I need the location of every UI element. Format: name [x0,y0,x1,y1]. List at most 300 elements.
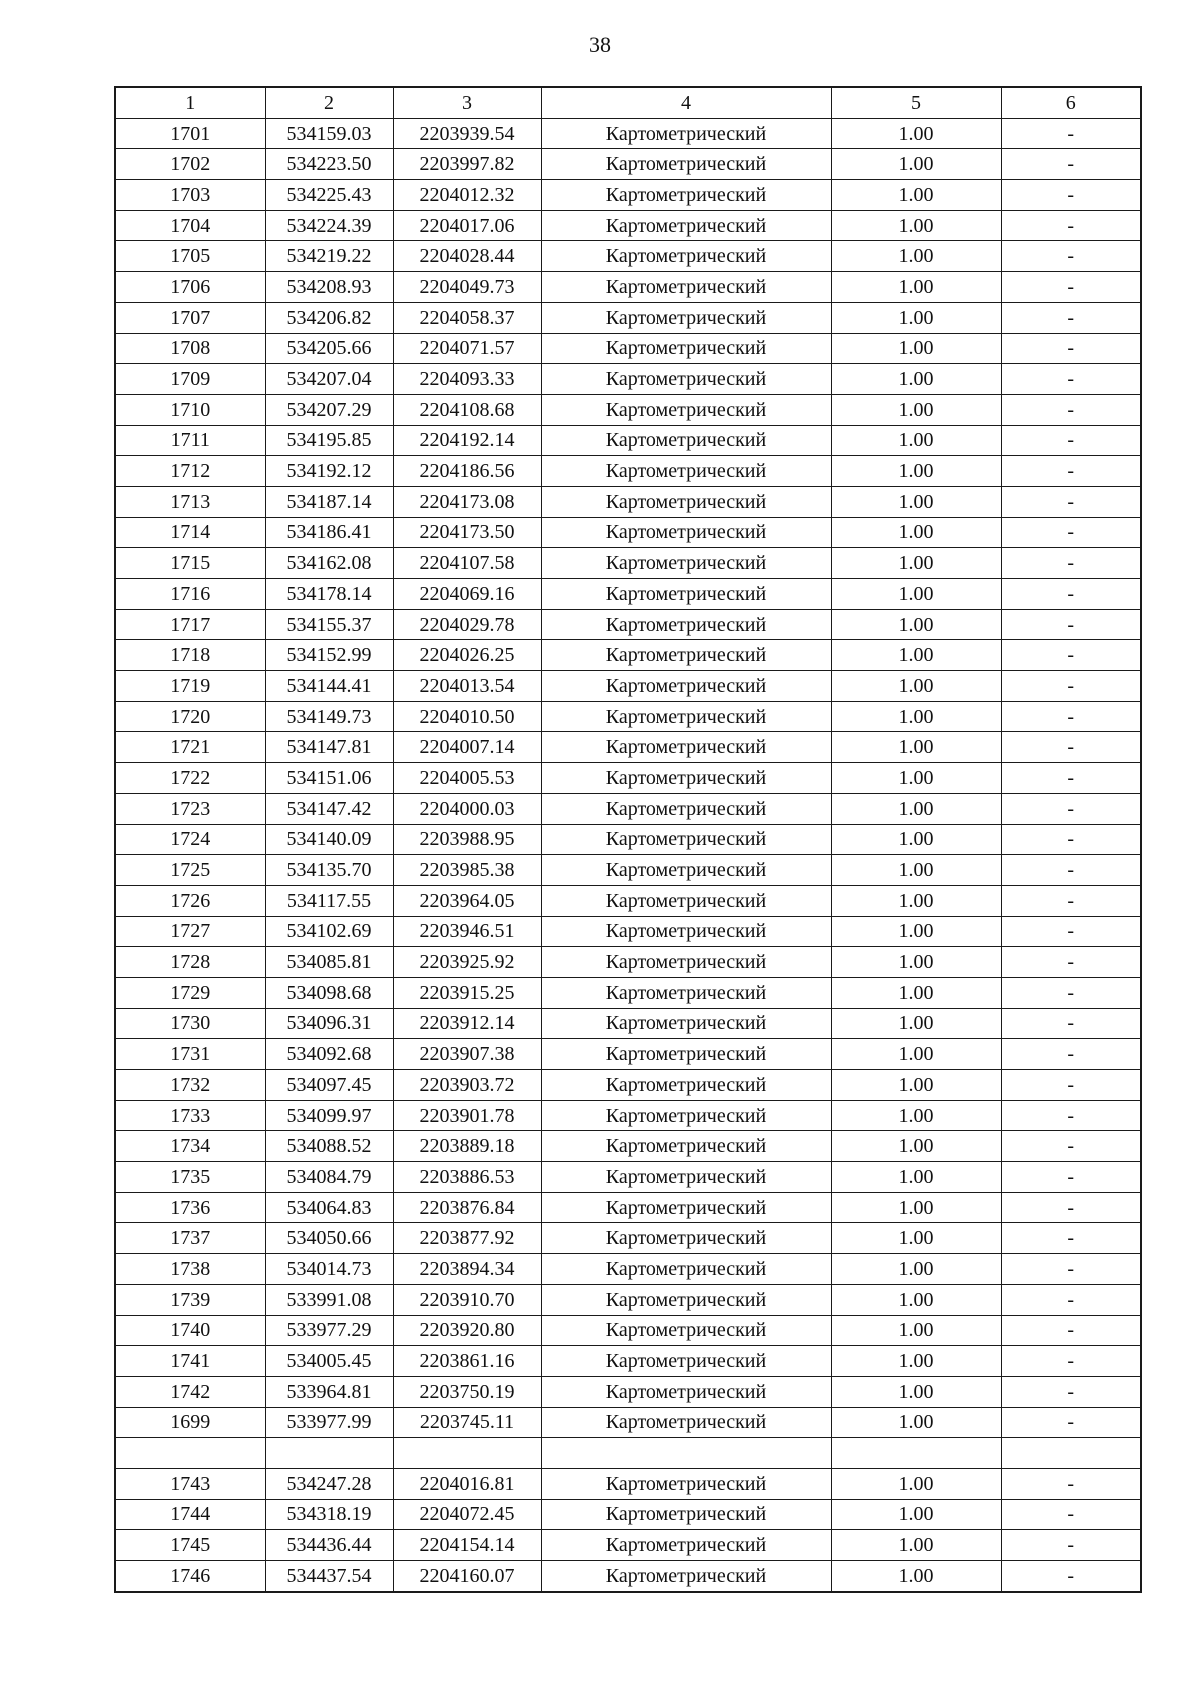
y-coordinate-cell: 2204012.32 [393,180,541,211]
point-number-cell: 1718 [115,640,265,671]
method-cell: Картометрический [541,425,831,456]
accuracy-cell: 1.00 [831,1468,1001,1499]
method-cell: Картометрический [541,732,831,763]
table-row [115,302,1141,333]
y-coordinate-cell: 2203907.38 [393,1039,541,1070]
point-number-cell: 1704 [115,210,265,241]
accuracy-cell: 1.00 [831,763,1001,794]
method-cell: Картометрический [541,1100,831,1131]
point-number-cell: 1710 [115,394,265,425]
note-cell: - [1001,456,1141,487]
table-row [115,456,1141,487]
accuracy-cell: 1.00 [831,1284,1001,1315]
note-cell: - [1001,671,1141,702]
note-cell: - [1001,701,1141,732]
point-number-cell: 1736 [115,1192,265,1223]
x-coordinate-cell: 534206.82 [265,302,393,333]
table-row [115,180,1141,211]
y-coordinate-cell: 2203903.72 [393,1070,541,1101]
method-cell: Картометрический [541,1530,831,1561]
y-coordinate-cell: 2203915.25 [393,977,541,1008]
table-row [115,1131,1141,1162]
note-cell: - [1001,1162,1141,1193]
method-cell: Картометрический [541,1346,831,1377]
method-cell: Картометрический [541,1499,831,1530]
table-row [115,855,1141,886]
table-row [115,947,1141,978]
x-coordinate-cell [265,1438,393,1469]
note-cell: - [1001,1499,1141,1530]
method-cell: Картометрический [541,1407,831,1438]
method-cell: Картометрический [541,1223,831,1254]
table-row [115,1162,1141,1193]
accuracy-cell: 1.00 [831,855,1001,886]
note-cell: - [1001,855,1141,886]
point-number-cell: 1744 [115,1499,265,1530]
y-coordinate-cell: 2204173.08 [393,486,541,517]
x-coordinate-cell: 534050.66 [265,1223,393,1254]
note-cell: - [1001,241,1141,272]
point-number-cell [115,1438,265,1469]
method-cell: Картометрический [541,1315,831,1346]
point-number-cell: 1728 [115,947,265,978]
note-cell: - [1001,1223,1141,1254]
table-header [115,87,1141,118]
accuracy-cell: 1.00 [831,579,1001,610]
point-number-cell: 1738 [115,1254,265,1285]
table-row [115,1192,1141,1223]
x-coordinate-cell: 534318.19 [265,1499,393,1530]
accuracy-cell: 1.00 [831,1039,1001,1070]
y-coordinate-cell: 2204154.14 [393,1530,541,1561]
y-coordinate-cell: 2203946.51 [393,916,541,947]
note-cell: - [1001,1468,1141,1499]
x-coordinate-cell: 534088.52 [265,1131,393,1162]
method-cell: Картометрический [541,855,831,886]
y-coordinate-cell: 2203925.92 [393,947,541,978]
note-cell: - [1001,824,1141,855]
x-coordinate-cell: 534207.04 [265,364,393,395]
x-coordinate-cell: 534208.93 [265,272,393,303]
method-cell: Картометрический [541,364,831,395]
note-cell: - [1001,1100,1141,1131]
method-cell: Картометрический [541,977,831,1008]
y-coordinate-cell: 2204058.37 [393,302,541,333]
x-coordinate-cell: 534224.39 [265,210,393,241]
x-coordinate-cell: 534151.06 [265,763,393,794]
y-coordinate-cell: 2203964.05 [393,885,541,916]
x-coordinate-cell: 534205.66 [265,333,393,364]
table-row [115,486,1141,517]
note-cell: - [1001,885,1141,916]
method-cell: Картометрический [541,1284,831,1315]
y-coordinate-cell: 2204000.03 [393,793,541,824]
method-cell: Картометрический [541,149,831,180]
method-cell: Картометрический [541,180,831,211]
y-coordinate-cell: 2204173.50 [393,517,541,548]
accuracy-cell: 1.00 [831,486,1001,517]
column-header-3: 3 [393,87,541,118]
method-cell: Картометрический [541,1376,831,1407]
y-coordinate-cell: 2204007.14 [393,732,541,763]
point-number-cell: 1742 [115,1376,265,1407]
note-cell: - [1001,640,1141,671]
table-row [115,671,1141,702]
x-coordinate-cell: 534064.83 [265,1192,393,1223]
note-cell: - [1001,425,1141,456]
note-cell: - [1001,1407,1141,1438]
note-cell: - [1001,1131,1141,1162]
x-coordinate-cell: 534117.55 [265,885,393,916]
y-coordinate-cell: 2203985.38 [393,855,541,886]
method-cell: Картометрический [541,333,831,364]
x-coordinate-cell: 534147.42 [265,793,393,824]
y-coordinate-cell: 2203939.54 [393,118,541,149]
method-cell: Картометрический [541,1254,831,1285]
method-cell: Картометрический [541,118,831,149]
note-cell: - [1001,302,1141,333]
point-number-cell: 1733 [115,1100,265,1131]
x-coordinate-cell: 534159.03 [265,118,393,149]
x-coordinate-cell: 534152.99 [265,640,393,671]
table-row [115,272,1141,303]
accuracy-cell: 1.00 [831,302,1001,333]
method-cell: Картометрический [541,241,831,272]
y-coordinate-cell: 2204192.14 [393,425,541,456]
x-coordinate-cell: 533977.29 [265,1315,393,1346]
table-row [115,1438,1141,1469]
method-cell: Картометрический [541,1192,831,1223]
point-number-cell: 1726 [115,885,265,916]
method-cell: Картометрический [541,609,831,640]
table-row [115,118,1141,149]
accuracy-cell: 1.00 [831,1530,1001,1561]
x-coordinate-cell: 534155.37 [265,609,393,640]
table-row [115,425,1141,456]
accuracy-cell [831,1438,1001,1469]
table-row [115,364,1141,395]
point-number-cell: 1741 [115,1346,265,1377]
y-coordinate-cell: 2203901.78 [393,1100,541,1131]
point-number-cell: 1699 [115,1407,265,1438]
accuracy-cell: 1.00 [831,548,1001,579]
table-row [115,1223,1141,1254]
point-number-cell: 1711 [115,425,265,456]
note-cell: - [1001,947,1141,978]
accuracy-cell: 1.00 [831,1162,1001,1193]
table-row [115,1100,1141,1131]
x-coordinate-cell: 534102.69 [265,916,393,947]
table-row [115,1346,1141,1377]
note-cell: - [1001,1284,1141,1315]
table-row [115,916,1141,947]
note-cell: - [1001,180,1141,211]
table-row [115,149,1141,180]
method-cell: Картометрический [541,1131,831,1162]
table-row [115,1008,1141,1039]
table-row [115,1407,1141,1438]
note-cell: - [1001,1008,1141,1039]
y-coordinate-cell: 2203894.34 [393,1254,541,1285]
table-row [115,701,1141,732]
accuracy-cell: 1.00 [831,1561,1001,1592]
x-coordinate-cell: 534186.41 [265,517,393,548]
accuracy-cell: 1.00 [831,701,1001,732]
point-number-cell: 1709 [115,364,265,395]
accuracy-cell: 1.00 [831,793,1001,824]
point-number-cell: 1716 [115,579,265,610]
note-cell: - [1001,1070,1141,1101]
x-coordinate-cell: 534014.73 [265,1254,393,1285]
accuracy-cell: 1.00 [831,1131,1001,1162]
note-cell: - [1001,333,1141,364]
y-coordinate-cell: 2203886.53 [393,1162,541,1193]
table-row [115,1376,1141,1407]
accuracy-cell: 1.00 [831,333,1001,364]
accuracy-cell: 1.00 [831,1070,1001,1101]
accuracy-cell: 1.00 [831,1254,1001,1285]
x-coordinate-cell: 534178.14 [265,579,393,610]
y-coordinate-cell [393,1438,541,1469]
x-coordinate-cell: 534149.73 [265,701,393,732]
x-coordinate-cell: 534207.29 [265,394,393,425]
method-cell: Картометрический [541,763,831,794]
note-cell: - [1001,1192,1141,1223]
column-header-6: 6 [1001,87,1141,118]
table-row [115,579,1141,610]
point-number-cell: 1725 [115,855,265,886]
point-number-cell: 1737 [115,1223,265,1254]
note-cell: - [1001,763,1141,794]
point-number-cell: 1730 [115,1008,265,1039]
y-coordinate-cell: 2203750.19 [393,1376,541,1407]
x-coordinate-cell: 534135.70 [265,855,393,886]
x-coordinate-cell: 533977.99 [265,1407,393,1438]
x-coordinate-cell: 534195.85 [265,425,393,456]
point-number-cell: 1720 [115,701,265,732]
table-row [115,394,1141,425]
y-coordinate-cell: 2203745.11 [393,1407,541,1438]
method-cell: Картометрический [541,916,831,947]
accuracy-cell: 1.00 [831,1499,1001,1530]
accuracy-cell: 1.00 [831,916,1001,947]
method-cell: Картометрический [541,947,831,978]
y-coordinate-cell: 2204026.25 [393,640,541,671]
x-coordinate-cell: 534187.14 [265,486,393,517]
accuracy-cell: 1.00 [831,517,1001,548]
accuracy-cell: 1.00 [831,272,1001,303]
header-row [115,87,1141,118]
point-number-cell: 1702 [115,149,265,180]
method-cell: Картометрический [541,1468,831,1499]
table-row [115,1254,1141,1285]
x-coordinate-cell: 534140.09 [265,824,393,855]
x-coordinate-cell: 534192.12 [265,456,393,487]
note-cell: - [1001,364,1141,395]
table-row [115,1039,1141,1070]
note-cell: - [1001,548,1141,579]
y-coordinate-cell: 2204049.73 [393,272,541,303]
x-coordinate-cell: 533991.08 [265,1284,393,1315]
y-coordinate-cell: 2203876.84 [393,1192,541,1223]
x-coordinate-cell: 534005.45 [265,1346,393,1377]
method-cell: Картометрический [541,885,831,916]
accuracy-cell: 1.00 [831,1192,1001,1223]
table-row [115,977,1141,1008]
x-coordinate-cell: 534144.41 [265,671,393,702]
table-row [115,210,1141,241]
x-coordinate-cell: 534247.28 [265,1468,393,1499]
point-number-cell: 1719 [115,671,265,702]
point-number-cell: 1701 [115,118,265,149]
y-coordinate-cell: 2204072.45 [393,1499,541,1530]
accuracy-cell: 1.00 [831,394,1001,425]
y-coordinate-cell: 2204029.78 [393,609,541,640]
accuracy-cell: 1.00 [831,1100,1001,1131]
note-cell: - [1001,210,1141,241]
method-cell: Картометрический [541,486,831,517]
column-header-4: 4 [541,87,831,118]
y-coordinate-cell: 2203877.92 [393,1223,541,1254]
coordinates-table [114,86,1142,1593]
column-header-5: 5 [831,87,1001,118]
method-cell: Картометрический [541,210,831,241]
x-coordinate-cell: 534219.22 [265,241,393,272]
x-coordinate-cell: 534223.50 [265,149,393,180]
point-number-cell: 1739 [115,1284,265,1315]
point-number-cell: 1712 [115,456,265,487]
accuracy-cell: 1.00 [831,1376,1001,1407]
method-cell: Картометрический [541,1008,831,1039]
note-cell: - [1001,272,1141,303]
y-coordinate-cell: 2203910.70 [393,1284,541,1315]
point-number-cell: 1705 [115,241,265,272]
accuracy-cell: 1.00 [831,180,1001,211]
point-number-cell: 1743 [115,1468,265,1499]
table-row [115,1530,1141,1561]
x-coordinate-cell: 533964.81 [265,1376,393,1407]
y-coordinate-cell: 2204108.68 [393,394,541,425]
x-coordinate-cell: 534085.81 [265,947,393,978]
method-cell [541,1438,831,1469]
method-cell: Картометрический [541,1162,831,1193]
note-cell: - [1001,1039,1141,1070]
table-row [115,1070,1141,1101]
point-number-cell: 1721 [115,732,265,763]
x-coordinate-cell: 534147.81 [265,732,393,763]
point-number-cell: 1746 [115,1561,265,1592]
y-coordinate-cell: 2203861.16 [393,1346,541,1377]
x-coordinate-cell: 534437.54 [265,1561,393,1592]
y-coordinate-cell: 2204071.57 [393,333,541,364]
accuracy-cell: 1.00 [831,425,1001,456]
point-number-cell: 1729 [115,977,265,1008]
accuracy-cell: 1.00 [831,1346,1001,1377]
y-coordinate-cell: 2203988.95 [393,824,541,855]
table-row [115,1284,1141,1315]
table-row [115,732,1141,763]
y-coordinate-cell: 2204160.07 [393,1561,541,1592]
point-number-cell: 1713 [115,486,265,517]
method-cell: Картометрический [541,394,831,425]
point-number-cell: 1714 [115,517,265,548]
accuracy-cell: 1.00 [831,947,1001,978]
x-coordinate-cell: 534099.97 [265,1100,393,1131]
accuracy-cell: 1.00 [831,824,1001,855]
method-cell: Картометрический [541,1039,831,1070]
table-row [115,1499,1141,1530]
accuracy-cell: 1.00 [831,1008,1001,1039]
accuracy-cell: 1.00 [831,241,1001,272]
y-coordinate-cell: 2204093.33 [393,364,541,395]
accuracy-cell: 1.00 [831,640,1001,671]
table-body [115,118,1141,1592]
x-coordinate-cell: 534225.43 [265,180,393,211]
table-row [115,333,1141,364]
accuracy-cell: 1.00 [831,977,1001,1008]
accuracy-cell: 1.00 [831,118,1001,149]
y-coordinate-cell: 2203997.82 [393,149,541,180]
y-coordinate-cell: 2204005.53 [393,763,541,794]
accuracy-cell: 1.00 [831,732,1001,763]
y-coordinate-cell: 2203920.80 [393,1315,541,1346]
method-cell: Картометрический [541,793,831,824]
x-coordinate-cell: 534084.79 [265,1162,393,1193]
point-number-cell: 1734 [115,1131,265,1162]
accuracy-cell: 1.00 [831,1223,1001,1254]
accuracy-cell: 1.00 [831,609,1001,640]
accuracy-cell: 1.00 [831,1407,1001,1438]
y-coordinate-cell: 2204028.44 [393,241,541,272]
point-number-cell: 1724 [115,824,265,855]
note-cell: - [1001,486,1141,517]
accuracy-cell: 1.00 [831,364,1001,395]
y-coordinate-cell: 2204013.54 [393,671,541,702]
note-cell: - [1001,732,1141,763]
point-number-cell: 1735 [115,1162,265,1193]
x-coordinate-cell: 534098.68 [265,977,393,1008]
table-row [115,885,1141,916]
accuracy-cell: 1.00 [831,210,1001,241]
note-cell: - [1001,118,1141,149]
point-number-cell: 1717 [115,609,265,640]
method-cell: Картометрический [541,671,831,702]
point-number-cell: 1732 [115,1070,265,1101]
note-cell: - [1001,916,1141,947]
accuracy-cell: 1.00 [831,885,1001,916]
method-cell: Картометрический [541,517,831,548]
note-cell: - [1001,977,1141,1008]
method-cell: Картометрический [541,701,831,732]
table-row [115,609,1141,640]
table-row [115,548,1141,579]
table-row [115,1468,1141,1499]
y-coordinate-cell: 2203889.18 [393,1131,541,1162]
point-number-cell: 1715 [115,548,265,579]
table-row [115,241,1141,272]
table-row [115,824,1141,855]
note-cell: - [1001,793,1141,824]
method-cell: Картометрический [541,579,831,610]
note-cell: - [1001,1530,1141,1561]
note-cell: - [1001,609,1141,640]
point-number-cell: 1703 [115,180,265,211]
point-number-cell: 1727 [115,916,265,947]
method-cell: Картометрический [541,1070,831,1101]
x-coordinate-cell: 534097.45 [265,1070,393,1101]
note-cell: - [1001,149,1141,180]
y-coordinate-cell: 2204010.50 [393,701,541,732]
